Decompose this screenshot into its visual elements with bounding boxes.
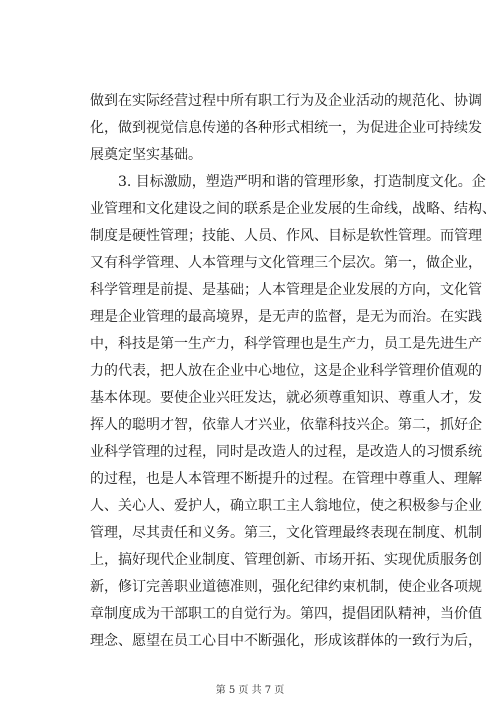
text-line: 制度是硬性管理；技能、人员、作风、目标是软性管理。而管理	[90, 228, 482, 244]
text-line: 化，做到视觉信息传递的各种形式相统一，为促进企业可持续发	[90, 120, 482, 136]
text-line: 挥人的聪明才智，依靠人才兴业，依靠科技兴企。第二，抓好企	[90, 417, 482, 433]
page-footer: 第 5 页 共 7 页	[215, 685, 285, 696]
text-line: 新，修订完善职业道德准则，强化纪律约束机制，使企业各项规	[90, 579, 482, 595]
text-line: 展奠定坚实基础。	[90, 147, 202, 163]
text-line: 章制度成为干部职工的自觉行为。第四，提倡团队精神，当价值	[90, 606, 482, 622]
text-line: 中，科技是第一生产力，科学管理也是生产力，员工是先进生产	[90, 336, 482, 352]
text-line: 理是企业管理的最高境界，是无声的监督，是无为而治。在实践	[90, 309, 482, 325]
paragraph-2	[90, 169, 496, 655]
text-line: 上，搞好现代企业制度、管理创新、市场开拓、实现优质服务创	[90, 552, 482, 568]
document-body	[90, 88, 496, 655]
text-line: 业管理和文化建设之间的联系是企业发展的生命线，战略、结构、	[90, 201, 496, 217]
text-line: 的过程，也是人本管理不断提升的过程。在管理中尊重人、理解	[90, 471, 482, 487]
text-line: 做到在实际经营过程中所有职工行为及企业活动的规范化、协调	[90, 93, 482, 109]
text-line: 科学管理是前提、是基础；人本管理是企业发展的方向，文化管	[90, 282, 482, 298]
text-line: 又有科学管理、人本管理与文化管理三个层次。第一，做企业，	[90, 255, 482, 271]
text-line: 基本体现。要使企业兴旺发达，就必须尊重知识、尊重人才，发	[90, 390, 482, 406]
paragraph-1	[90, 88, 482, 169]
text-line: 力的代表，把人放在企业中心地位，这是企业科学管理价值观的	[90, 363, 482, 379]
text-line: 业科学管理的过程，同时是改造人的过程，是改造人的习惯系统	[90, 444, 482, 460]
text-line: 管理，尽其责任和义务。第三，文化管理最终表现在制度、机制	[90, 525, 482, 541]
text-line: 3. 目标激励，塑造严明和谐的管理形象，打造制度文化。企	[118, 174, 486, 190]
text-line: 人、关心人、爱护人，确立职工主人翁地位，使之积极参与企业	[90, 498, 482, 514]
text-line: 理念、愿望在员工心目中不断强化，形成该群体的一致行为后，	[90, 633, 482, 649]
